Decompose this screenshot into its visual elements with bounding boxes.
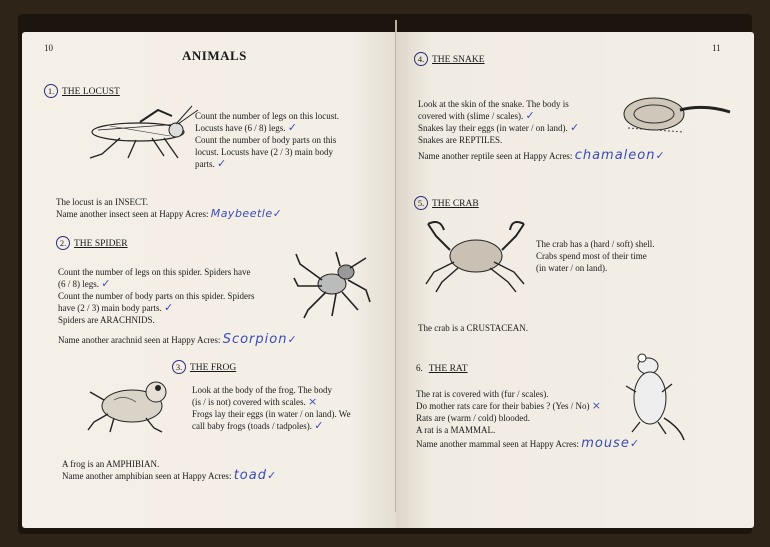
locust-text [195, 110, 375, 170]
crab-heading-row [414, 196, 479, 210]
mammal-prompt: Name another mammal seen at Happy Acres: [416, 439, 579, 449]
spider-heading-row [56, 236, 128, 250]
locust-illustration [80, 102, 200, 164]
snake-line: Snakes are REPTILES. [418, 135, 503, 145]
left-page [22, 32, 396, 528]
page-number-left: 10 [44, 43, 53, 53]
snake-heading: THE SNAKE [432, 55, 485, 65]
snake-text [418, 98, 628, 146]
spider-line: Count the number of body parts on this spider. Spiders [58, 291, 255, 301]
locust-heading-row [44, 84, 120, 98]
page-number-right: 11 [712, 43, 721, 53]
spider-text [58, 266, 298, 326]
section-number: 4. [414, 52, 428, 66]
locust-line: parts. ✓ [195, 157, 227, 170]
spider-line: Count the number of legs on this spider. Spiders have [58, 267, 251, 277]
section-number: 1. [44, 84, 58, 98]
rat-text [416, 388, 646, 436]
frog-heading: THE FROG [190, 363, 237, 373]
crab-line: The crab has a (hard / soft) shell. [536, 239, 655, 249]
check-mark-icon: ✓ [163, 301, 174, 314]
snake-heading-row [414, 52, 485, 66]
reptile-answer: chamaleon [574, 148, 656, 163]
rat-line: A rat is a MAMMAL. [416, 425, 496, 435]
snake-line: Look at the skin of the snake. The body is [418, 99, 569, 109]
frog-text [192, 384, 382, 432]
check-mark-icon: ✓ [266, 469, 277, 482]
mammal-answer: mouse [581, 436, 630, 451]
section-number: 3. [172, 360, 186, 374]
check-mark-icon: ✓ [314, 419, 324, 432]
spider-line: Spiders are ARACHNIDS. [58, 315, 155, 325]
section-number: 2. [56, 236, 70, 250]
cross-mark-icon: × [307, 395, 318, 408]
snake-line: covered with (slime / scales). ✓ [418, 109, 535, 122]
check-mark-icon: ✓ [217, 157, 227, 170]
locust-line: Count the number of body parts on this [195, 135, 337, 145]
spider-heading: THE SPIDER [74, 239, 128, 249]
check-mark-icon: ✓ [101, 277, 111, 290]
crab-line: Crabs spend most of their time [536, 251, 647, 261]
frog-line: Look at the body of the frog. The body [192, 385, 333, 395]
locust-class-line: The locust is an INSECT. [56, 197, 149, 207]
page-title: ANIMALS [182, 48, 247, 63]
arachnid-answer-row [58, 334, 297, 346]
amphibian-prompt: Name another amphibian seen at Happy Acres: [62, 471, 232, 481]
right-page [396, 32, 754, 528]
check-mark-icon: ✓ [525, 109, 535, 122]
spider-line: have (2 / 3) main body parts. ✓ [58, 301, 174, 314]
check-mark-icon: ✓ [287, 121, 297, 134]
insect-answer-row [56, 208, 282, 220]
reptile-prompt: Name another reptile seen at Happy Acres: [418, 151, 573, 161]
mammal-answer-row [416, 438, 639, 450]
rat-heading: THE RAT [428, 364, 468, 374]
amphibian-answer: toad [233, 468, 267, 483]
crab-class-line: The crab is a CRUSTACEAN. [418, 323, 529, 333]
locust-line: Count the number of legs on this locust. [195, 111, 339, 121]
locust-line: Locusts have (6 / 8) legs. ✓ [195, 121, 297, 134]
rat-heading-row [416, 362, 468, 375]
frog-line: Frogs lay their eggs (in water / on land). We [192, 409, 351, 419]
locust-heading: THE LOCUST [62, 87, 120, 97]
frog-line: (is / is not) covered with scales. × [192, 395, 318, 408]
insect-answer: Maybeetle [210, 207, 273, 220]
rat-line: The rat is covered with (fur / scales). [416, 389, 549, 399]
reptile-answer-row [418, 150, 665, 162]
crab-illustration [424, 214, 530, 294]
section-number: 6. [416, 363, 423, 373]
check-mark-icon: ✓ [287, 333, 297, 346]
spider-illustration [292, 250, 372, 320]
cross-mark-icon: × [591, 399, 601, 412]
amphibian-answer-row [62, 470, 276, 482]
locust-line: locust. Locusts have (2 / 3) main body [195, 147, 333, 157]
check-mark-icon: ✓ [655, 149, 665, 162]
snake-line: Snakes lay their eggs (in water / on land). ✓ [418, 121, 580, 134]
snake-illustration [618, 90, 736, 140]
check-mark-icon: ✓ [629, 437, 640, 450]
rat-line: Rats are (warm / cold) blooded. [416, 413, 530, 423]
crab-text [536, 238, 706, 274]
frog-line: call baby frogs (toads / tadpoles). ✓ [192, 419, 324, 432]
insect-prompt: Name another insect seen at Happy Acres: [56, 209, 209, 219]
frog-illustration [84, 370, 184, 436]
crab-line: (in water / on land). [536, 263, 608, 273]
frog-class-line: A frog is an AMPHIBIAN. [62, 459, 160, 469]
crab-heading: THE CRAB [432, 199, 479, 209]
section-number: 5. [414, 196, 428, 210]
check-mark-icon: ✓ [569, 121, 580, 134]
rat-line: Do mother rats care for their babies ? (Yes / No) × [416, 399, 601, 412]
spider-line: (6 / 8) legs. ✓ [58, 277, 111, 290]
arachnid-prompt: Name another arachnid seen at Happy Acres: [58, 335, 221, 345]
check-mark-icon: ✓ [272, 207, 282, 220]
rat-illustration [618, 352, 688, 442]
arachnid-answer: Scorpion [222, 332, 288, 347]
